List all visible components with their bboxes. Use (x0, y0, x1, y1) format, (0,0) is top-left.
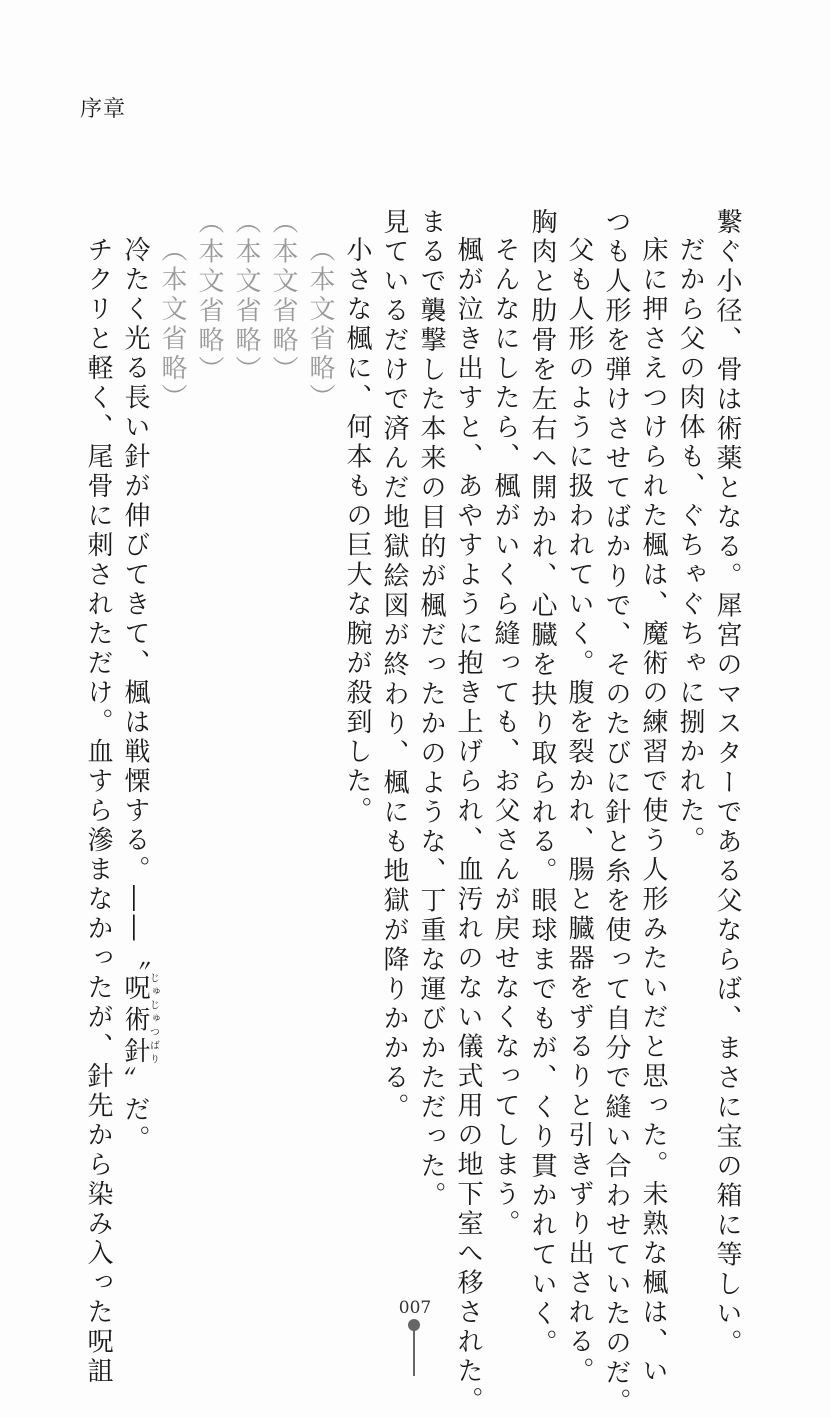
text-column (453, 208, 483, 1416)
text-line: 父も人形のように扱われていく。腹を裂かれ、腸と臓器をずるりと引きずり出される。 (564, 236, 594, 1387)
text-line: まるで襲撃した本来の目的が楓だったかのような、丁重な運びかただった。 (416, 208, 446, 1211)
text-line: だから父の肉体も、ぐちゃぐちゃに捌かれた。 (675, 236, 705, 856)
text-column (601, 208, 631, 1418)
text-column (564, 208, 594, 1387)
text-line: （本文省略） (231, 208, 261, 385)
text-line: 見ているだけで済んだ地獄絵図が終わり、楓にも地獄が降りかかる。 (379, 208, 409, 1123)
text-column (490, 208, 520, 1239)
text-column (638, 208, 668, 1387)
text-column (342, 208, 372, 1166)
text-column (120, 208, 158, 1166)
text-column (231, 208, 261, 1138)
text-column (305, 208, 335, 1166)
text-line-tail: 〟だ。 (120, 1066, 150, 1155)
page-number: 007 (398, 1298, 432, 1318)
text-column (527, 208, 557, 1359)
text-column (675, 208, 705, 1166)
text-line: 楓が泣き出すと、あやすように抱き上げられ、血汚れのない儀式用の地下室へ移された。 (453, 236, 483, 1416)
text-line: チクリと軽く、尾骨に刺されただけ。血すら滲まなかったが、針先から染み入った呪詛 (83, 236, 113, 1387)
text-column (194, 208, 224, 1138)
text-column (379, 208, 409, 1138)
chapter-title: 序章 (80, 97, 127, 122)
text-line: （本文省略） (305, 236, 335, 413)
ruby-word (120, 972, 159, 1067)
text-column (712, 208, 742, 1359)
text-line: つも人形を弾けさせてばかりで、そのたびに針と糸を使って自分で縫い合わせていたのだ。 (601, 208, 631, 1418)
text-line: 小さな楓に、何本もの巨大な腕が殺到した。 (342, 236, 372, 826)
text-line: 繋ぐ小径、骨は術薬となる。犀宮のマスターである父ならば、まさに宝の箱に等しい。 (712, 208, 742, 1359)
page-ornament-line (413, 1330, 415, 1376)
ruby-reading: じゅじゅつばり (147, 972, 159, 1067)
text-column (268, 208, 298, 1138)
text-column (83, 208, 113, 1387)
ruby-base: 呪術針 (120, 972, 150, 1067)
text-line: そんなにしたら、楓がいくら縫っても、お父さんが戻せなくなってしまう。 (490, 236, 520, 1239)
text-line: （本文省略） (157, 236, 187, 413)
text-line: 床に押さえつけられた楓は、魔術の練習で使う人形みたいだと思った。未熟な楓は、い (638, 236, 668, 1387)
text-column (416, 208, 446, 1211)
text-line: （本文省略） (268, 208, 298, 385)
text-line: 胸肉と肋骨を左右へ開かれ、心臓を抉り取られる。眼球までもが、くり貫かれていく。 (527, 208, 557, 1359)
text-column (157, 208, 187, 1166)
text-line: 冷たく光る長い針が伸びてきて、楓は戦慄する。――〝 (120, 236, 150, 974)
text-line: （本文省略） (194, 208, 224, 385)
